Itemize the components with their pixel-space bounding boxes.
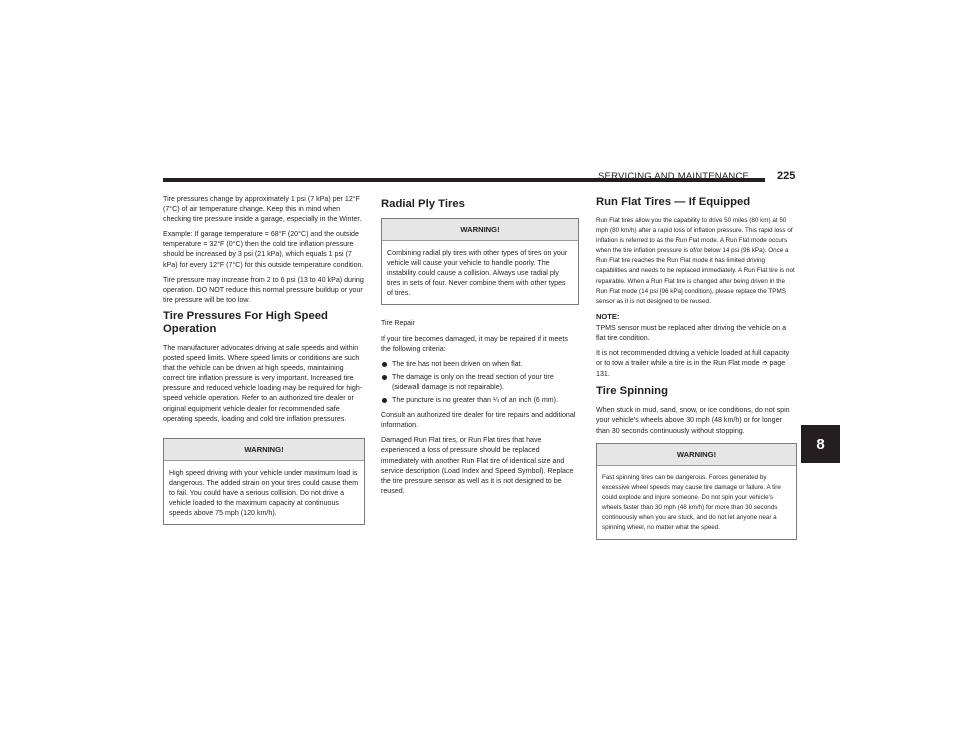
warning-text: High speed driving with your vehicle under maximum load is dangerous. The added strain on your tires could cause them to fail. You could have a serious collision. Do not drive a vehicle loaded to the maximum capacity at continuous speeds above 75 mph (120 km/h). [169,468,359,518]
note-label: NOTE: [596,311,620,321]
note-text: TPMS sensor must be replaced after driving the vehicle on a flat tire condition. [596,323,787,342]
heading-radial-ply: Radial Ply Tires [381,198,465,210]
warning-box-tire-spinning [596,443,797,541]
list-item: The puncture is no greater than ¼ of an inch (6 mm). [381,395,579,405]
page-reference-arrow-icon: ➮ [761,360,768,368]
page-reference-link[interactable]: page 131. [596,359,786,379]
repair-criteria-list [381,359,579,405]
list-item: The damage is only on the tread section of your tire (sidewall damage is not repairable). [381,372,579,392]
paragraph: Example: If garage temperature = 68°F (20°C) and the outside temperature = 32°F (0°C) then the cold tire inflation pressure should be increased by 3 psi (21 kPa), which equals 1 psi (7 kPa) for every 12°F (7°C) for this outside temperature condition. [163,230,364,269]
paragraph: Tire pressure may increase from 2 to 6 psi (13 to 40 kPa) during operation. DO NOT reduce this normal pressure buildup or your tire pressure will be too low. [163,275,364,304]
paragraph-text: It is not recommended driving a vehicle loaded at full capacity or to tow a trailer while a tire is in the Run Flat mode [596,349,790,368]
warning-title: WARNING! [164,439,364,461]
page-number: 225 [777,170,796,182]
column-right [596,194,797,546]
warning-box-radial-ply [381,218,579,305]
column-left [163,194,365,531]
warning-title: WARNING! [382,219,578,241]
paragraph: Damaged Run Flat tires, or Run Flat tires that have experienced a loss of pressure should be replaced immediately with another Run Flat tire of identical size and service description (Load Index and Speed Symbol). Replace the tire pressure sensor as well as it is not designed to be reused. [381,436,574,495]
warning-text: Fast spinning tires can be dangerous. Forces generated by excessive wheel speeds may cause tire damage or failure. A tire could explode and injure someone. Do not spin your vehicle's wheels faster than 30 mph (48 km/h) for more than 30 seconds continuously when you are stuck, and do not let anyone near a spinning wheel, no matter what the speed. [602,473,781,532]
paragraph: When stuck in mud, sand, snow, or ice conditions, do not spin your vehicle's wheels above 30 mph (48 km/h) or for longer than 30 seconds continuously without stopping. [596,406,790,435]
warning-text: Combining radial ply tires with other types of tires on your vehicle will cause your vehicle to handle poorly. The instability could cause a collision. Always use radial ply tires in sets of four. Never combine them with other types of tires. [387,249,568,298]
subheading-tire-repair: Tire Repair [381,320,415,328]
section-title: SERVICING AND MAINTENANCE [598,171,750,182]
column-middle [381,196,579,501]
heading-high-speed: Tire Pressures For High Speed Operation [163,309,328,335]
paragraph: The manufacturer advocates driving at safe speeds and within posted speed limits. Where speed limits or conditions are such that the vehicle can be driven at high speeds, maintaining correct tire inflation pressure is very important. Increased tire pressure and reduced vehicle loading may be required for high-speed vehicle operation. Refer to an authorized tire dealer or original equipment vehicle dealer for recommended safe operating speeds, loading and cold tire inflation pressures. [163,343,363,423]
paragraph: If your tire becomes damaged, it may be repaired if it meets the following criteria: [381,334,568,353]
list-item: The tire has not been driven on when flat. [381,359,579,369]
chapter-tab: 8 [801,425,840,463]
paragraph [596,348,797,379]
heading-tire-spinning: Tire Spinning [596,385,668,398]
heading-run-flat: Run Flat Tires — If Equipped [596,196,751,208]
paragraph: Consult an authorized tire dealer for tire repairs and additional information. [381,411,576,430]
paragraph: Run Flat tires allow you the capability to drive 50 miles (80 km) at 50 mph (80 km/h) after a rapid loss of inflation pressure. This rapid loss of inflation is referred to as the Run Flat mode. A Run Flat mode occurs when the tire inflation pressure is of/or below 14 psi (96 kPa). Once a Run Flat tire reaches the Run Flat mode it has limited driving capabilities and needs to be replaced immediately. A Run Flat tire is not repairable. When a Run Flat tire is changed after being driven in the Run Flat mode (14 psi [96 kPa] condition), please replace the TPMS sensor as it is not designed to be reused. [596,217,795,305]
warning-title: WARNING! [597,444,796,466]
warning-box-high-speed [163,438,365,525]
paragraph: Tire pressures change by approximately 1 psi (7 kPa) per 12°F (7°C) of air temperature change. Keep this in mind when checking tire pressure inside a garage, especially in the Winter. [163,195,362,224]
